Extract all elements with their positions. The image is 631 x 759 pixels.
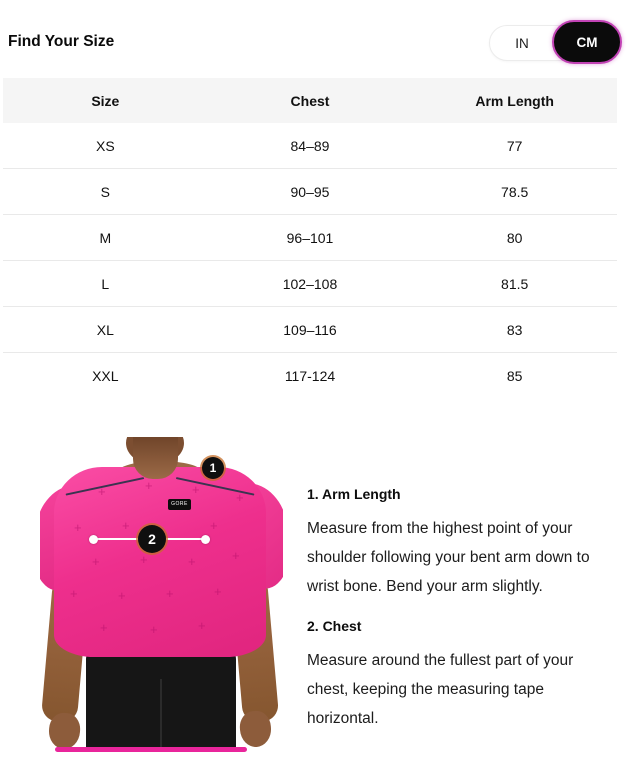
shirt-plus-mark bbox=[122, 519, 130, 532]
shirt-plus-mark bbox=[74, 521, 82, 534]
chest-value: 90–95 bbox=[290, 183, 330, 200]
size-value: XXL bbox=[92, 368, 119, 384]
chest-line-left-dot bbox=[89, 535, 98, 544]
page-title: Find Your Size bbox=[8, 33, 115, 50]
arm-length-value: 81.5 bbox=[501, 275, 529, 292]
size-value: XL bbox=[96, 321, 114, 338]
chest-value: 84–89 bbox=[290, 137, 330, 154]
shirt-plus-mark bbox=[232, 549, 240, 562]
size-value: M bbox=[99, 229, 112, 246]
column-header-size: Size bbox=[91, 92, 120, 109]
model-right-hand bbox=[239, 710, 272, 748]
column-header-arm-length: Arm Length bbox=[475, 92, 554, 109]
chest-value: 96–101 bbox=[286, 229, 334, 246]
table-row bbox=[3, 261, 617, 307]
unit-option-in[interactable]: IN bbox=[490, 26, 554, 60]
table-row bbox=[3, 353, 617, 399]
table-row bbox=[3, 215, 617, 261]
shirt-plus-mark bbox=[150, 623, 158, 636]
model-left-hand bbox=[48, 712, 81, 748]
shirt-plus-mark bbox=[192, 483, 200, 496]
chest-value: 117-124 bbox=[284, 368, 336, 384]
shirt-plus-mark bbox=[210, 519, 218, 532]
arm-length-value: 83 bbox=[506, 321, 523, 338]
measurement-instructions bbox=[307, 486, 607, 750]
horizontal-scrollbar-thumb[interactable] bbox=[55, 747, 247, 752]
shorts-seam bbox=[160, 679, 162, 748]
table-header-row bbox=[3, 78, 617, 123]
instruction-body-chest: Measure around the fullest part of your chest, keeping the measuring tape horizontal. bbox=[307, 652, 574, 727]
arm-length-value: 78.5 bbox=[501, 183, 529, 200]
shirt-plus-mark bbox=[70, 587, 78, 600]
shirt-logo: GORE bbox=[168, 499, 191, 510]
arm-length-value: 85 bbox=[506, 368, 523, 384]
shirt-plus-mark bbox=[188, 555, 196, 568]
unit-option-cm[interactable]: CM bbox=[552, 20, 622, 64]
measurement-model-image bbox=[40, 437, 283, 748]
size-value: L bbox=[101, 275, 110, 292]
column-header-chest: Chest bbox=[290, 92, 330, 109]
shirt-plus-mark bbox=[118, 589, 126, 602]
size-value: XS bbox=[95, 137, 115, 154]
instruction-heading-arm-length: 1. Arm Length bbox=[307, 486, 401, 502]
arm-length-value: 80 bbox=[506, 229, 523, 246]
instruction-heading-chest: 2. Chest bbox=[307, 618, 362, 634]
table-row bbox=[3, 123, 617, 169]
arm-length-value: 77 bbox=[506, 137, 523, 154]
shirt-plus-mark bbox=[166, 587, 174, 600]
marker-1-badge: 1 bbox=[202, 457, 224, 479]
shirt-plus-mark bbox=[145, 479, 153, 492]
shirt-plus-mark bbox=[198, 619, 206, 632]
chest-value: 109–116 bbox=[283, 321, 337, 338]
model-neck bbox=[133, 437, 178, 479]
size-value: S bbox=[100, 183, 110, 200]
table-row bbox=[3, 169, 617, 215]
shirt-plus-mark bbox=[100, 621, 108, 634]
instruction-body-arm-length: Measure from the highest point of your shoulder following your bent arm down to wrist bone. Bend your arm slightly. bbox=[307, 520, 590, 595]
marker-2-badge: 2 bbox=[138, 525, 166, 553]
chest-value: 102–108 bbox=[282, 275, 338, 292]
shirt-plus-mark bbox=[140, 553, 148, 566]
shirt-plus-mark bbox=[214, 585, 222, 598]
chest-line-right-dot bbox=[201, 535, 210, 544]
table-row bbox=[3, 307, 617, 353]
shirt-plus-mark bbox=[92, 555, 100, 568]
size-table bbox=[3, 78, 617, 399]
model-shorts bbox=[86, 649, 236, 748]
